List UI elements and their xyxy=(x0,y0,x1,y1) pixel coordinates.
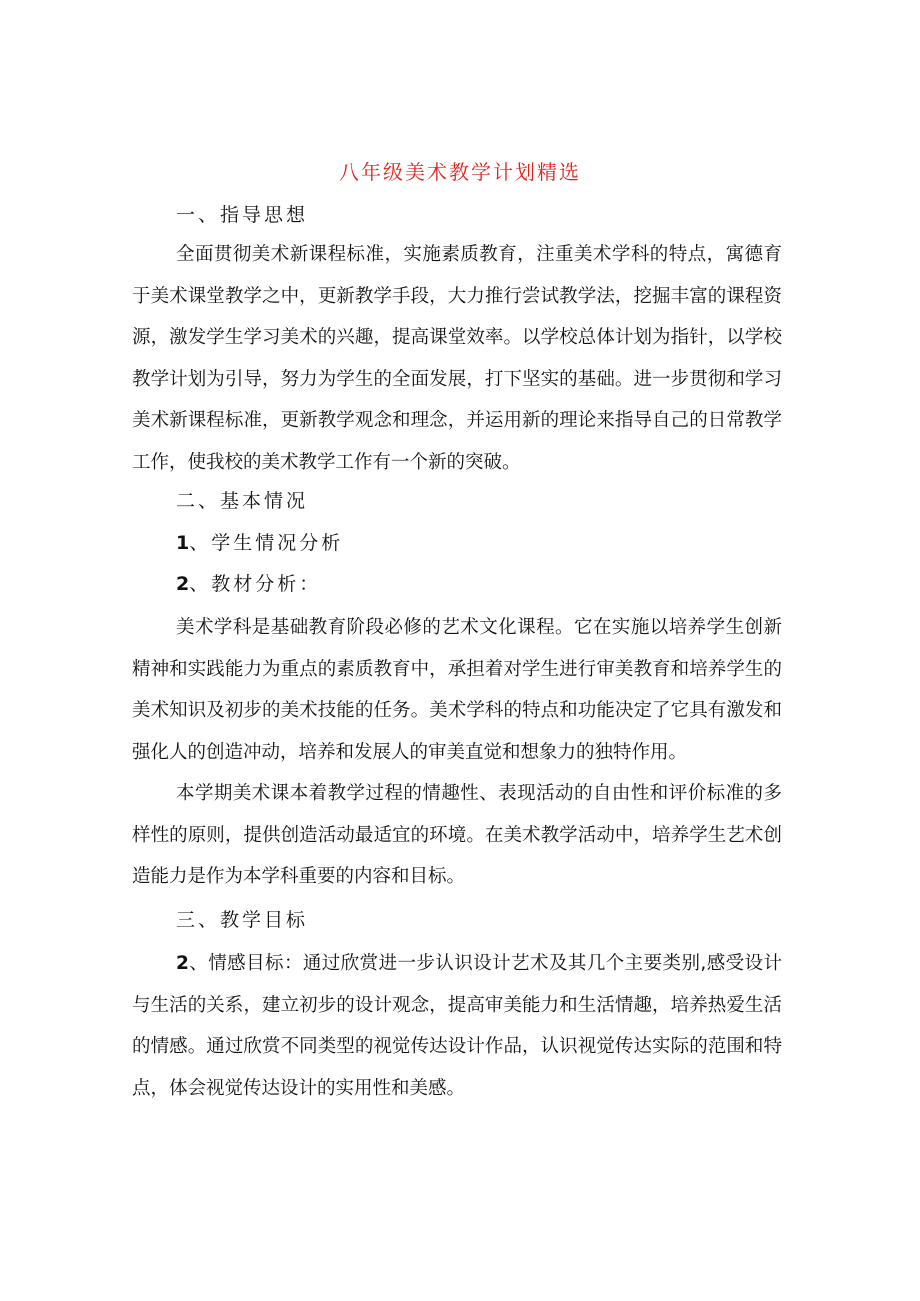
section-heading-basic-situation: 二、基本情况 xyxy=(176,490,309,512)
subheading-number: 1 xyxy=(176,532,190,554)
subheading-student-analysis xyxy=(176,528,343,558)
subheading-textbook-analysis xyxy=(176,569,321,599)
subheading-text: 、学生情况分析 xyxy=(189,532,344,554)
subheading-number: 2 xyxy=(176,573,190,595)
document-title: 八年级美术教学计划精选 xyxy=(339,160,581,184)
section-heading-teaching-goals: 三、教学目标 xyxy=(176,909,309,931)
paragraph-lead-number: 2 xyxy=(176,953,189,974)
paragraph-semester-plan: 本学期美术课本着教学过程的情趣性、表现活动的自由性和评价标准的多样性的原则，提供创造活动最适宜的环境。在美术教学活动中，培养学生艺术创造能力是作为本学科重要的内容和目标。 xyxy=(132,783,782,887)
subheading-text: 、教材分析： xyxy=(189,573,322,595)
paragraph-guiding-ideology: 全面贯彻美术新课程标准，实施素质教育，注重美术学科的特点，寓德育于美术课堂教学之中，更新教学手段，大力推行尝试教学法，挖掘丰富的课程资源，激发学生学习美术的兴趣，提高课堂效率。以学校总体计划为指针，以学校教学计划为引导，努力为学生的全面发展，打下坚实的基础。进一步贯彻和学习美术新课程标准，更新教学观念和理念，并运用新的理论来指导自己的日常教学工作，使我校的美术教学工作有一个新的突破。 xyxy=(132,244,782,473)
paragraph-textbook-analysis: 美术学科是基础教育阶段必修的艺术文化课程。它在实施以培养学生创新精神和实践能力为重点的素质教育中，承担着对学生进行审美教育和培养学生的美术知识及初步的美术技能的任务。美术学科的特点和功能决定了它具有激发和强化人的创造冲动，培养和发展人的审美直觉和想象力的独特作用。 xyxy=(132,617,782,763)
paragraph-body: 、情感目标：通过欣赏进一步认识设计艺术及其几个主要类别,感受设计与生活的关系，建立初步的设计观念，提高审美能力和生活情趣，培养热爱生活的情感。通过欣赏不同类型的视觉传达设计作品，认识视觉传达实际的范围和特点，体会视觉传达设计的实用性和美感。 xyxy=(132,953,782,1099)
paragraph-emotional-goals xyxy=(132,943,782,1109)
section-heading-guiding-ideology: 一、指导思想 xyxy=(176,204,309,226)
